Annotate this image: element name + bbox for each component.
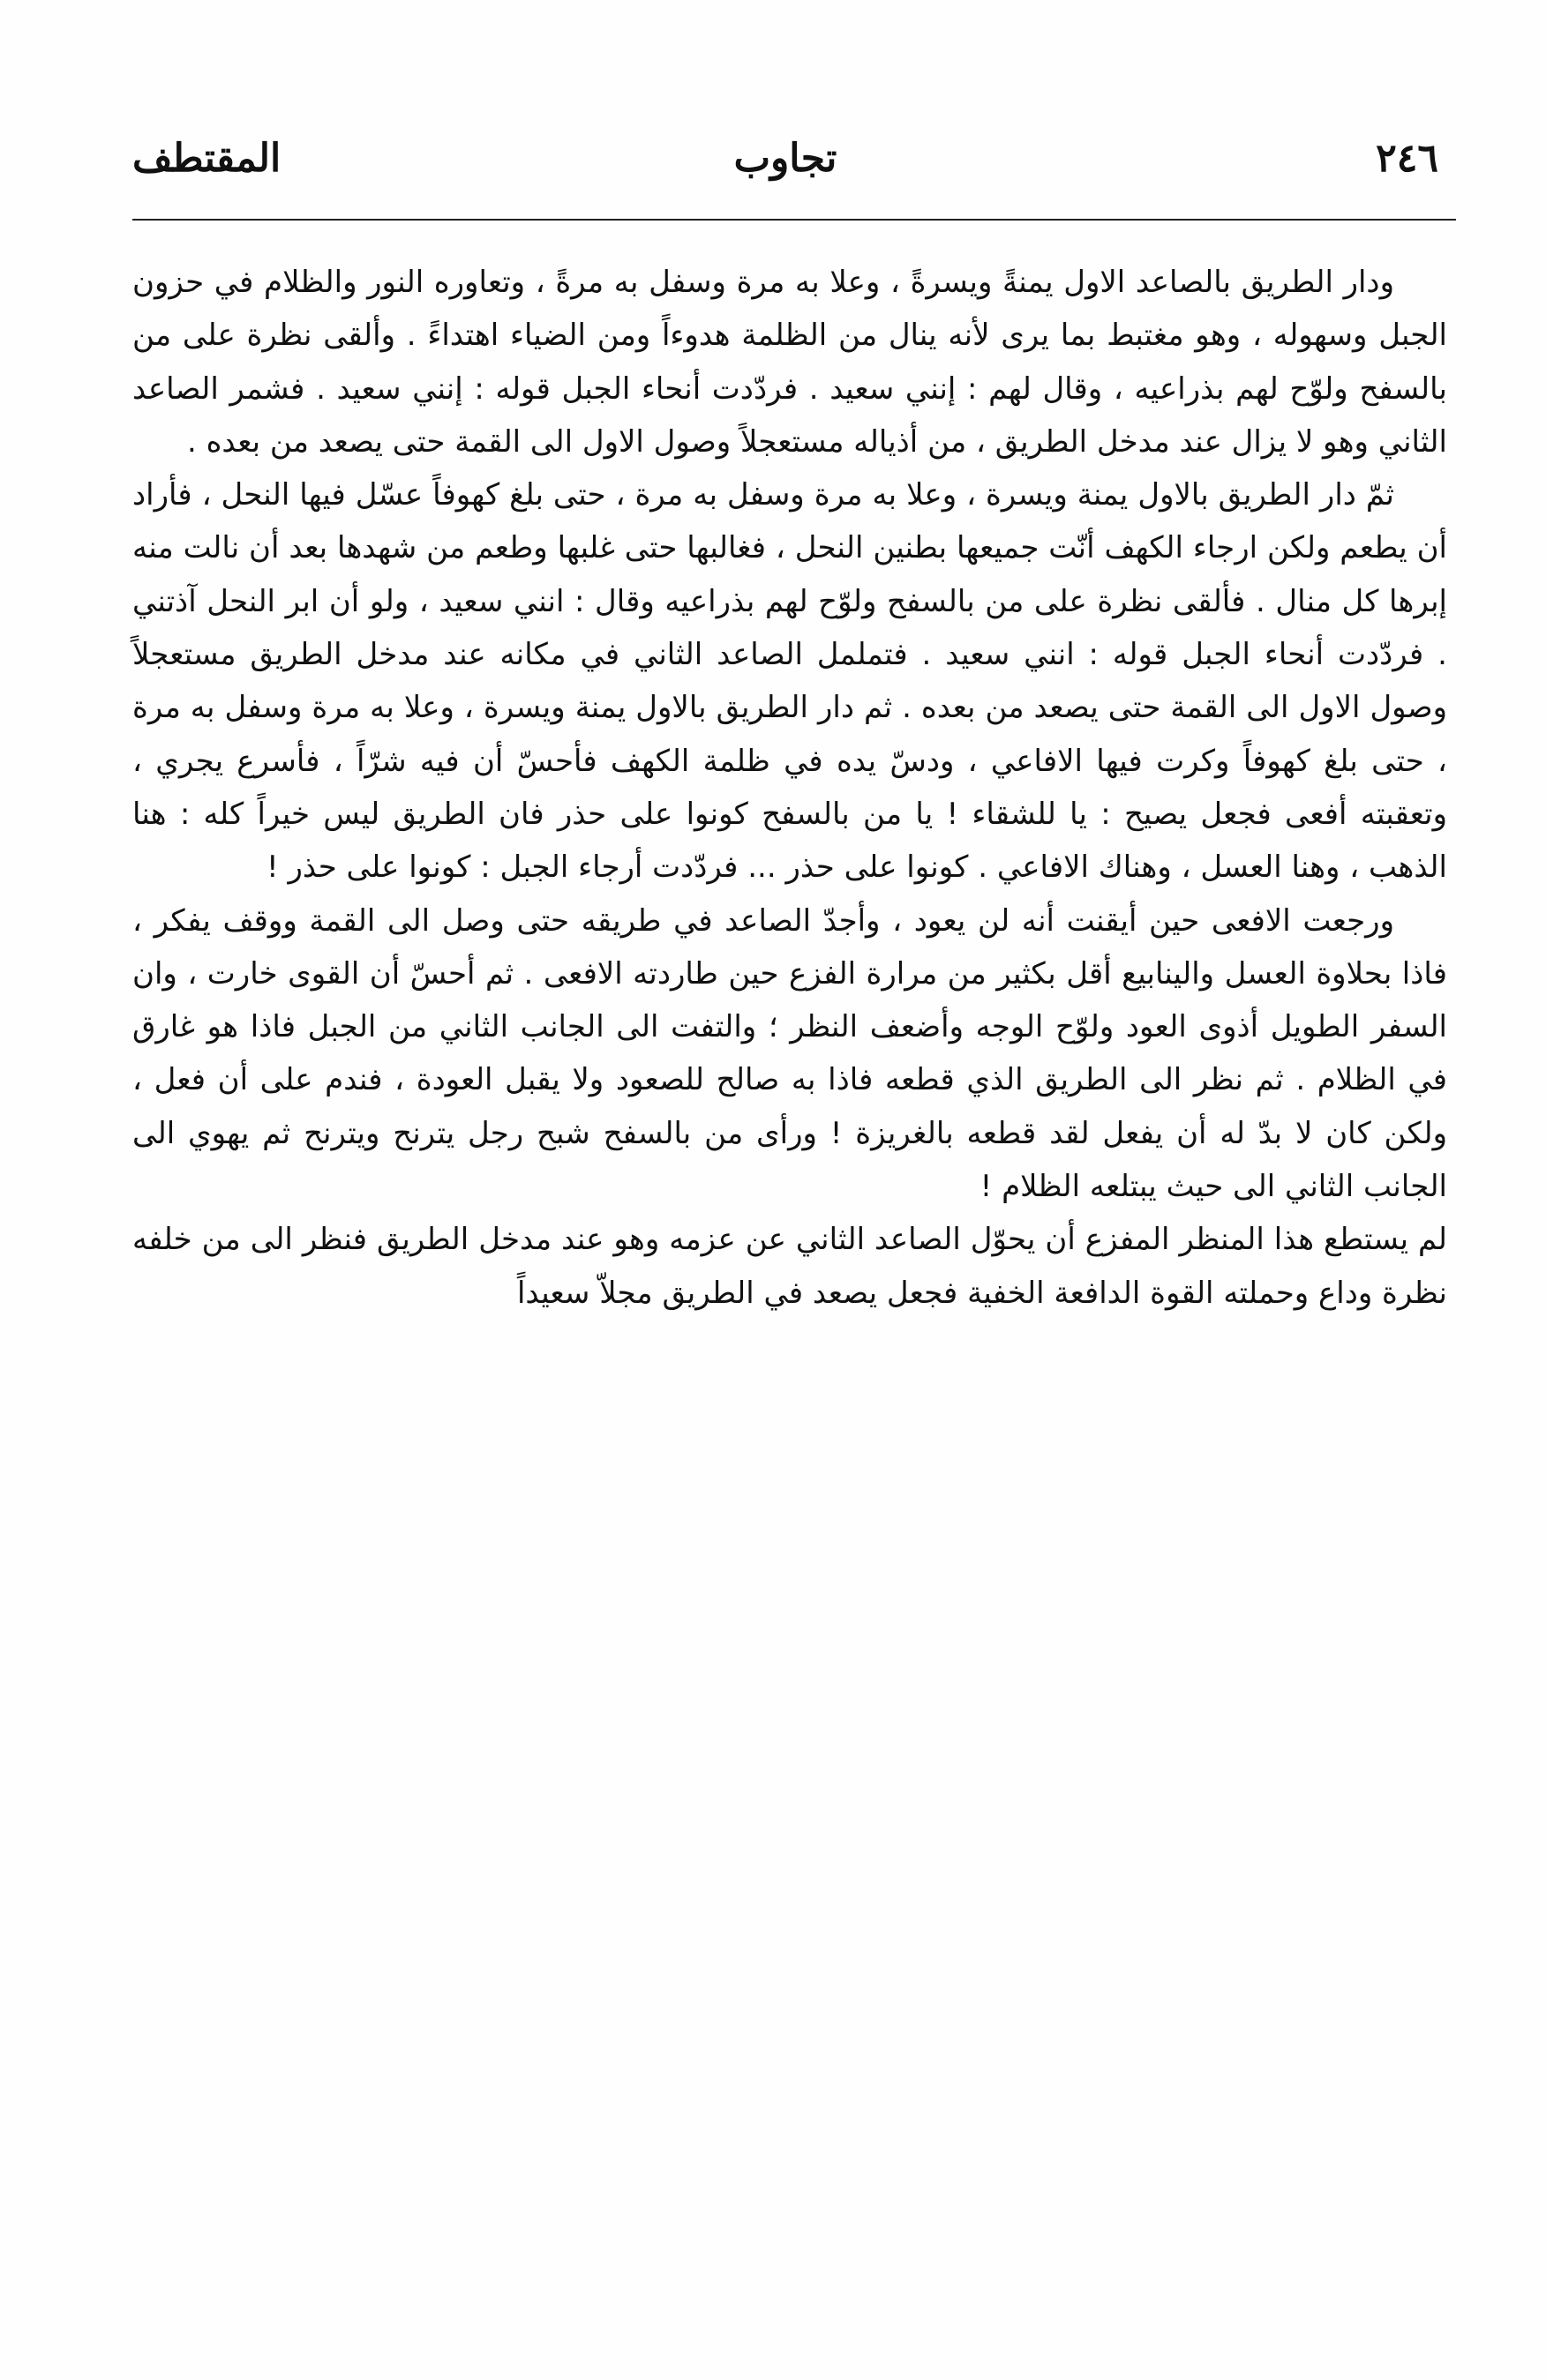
paragraph-2: ثمّ دار الطريق بالاول يمنة ويسرة ، وعلا به مرة وسفل به مرة ، حتى بلغ كهوفاً عسّل فيها النحل ، فأراد أن يطعم ولكن ارجاء الكهف أنّت جميعها بطنين النحل ، فغالبها حتى غلبها وطعم من شهدها بعد أن نالت منه إبرها كل منال . فألقى نظرة على من بالسفح ولوّح لهم بذراعيه وقال : انني سعيد ، ولو أن ابر النحل آذتني . فردّدت أنحاء الجبل قوله : انني سعيد . فتململ الصاعد الثاني في مكانه عند مدخل الطريق مستعجلاً وصول الاول الى القمة حتى يصعد من بعده . ثم دار الطريق بالاول يمنة ويسرة ، وعلا به مرة وسفل به مرة ، حتى بلغ كهوفاً وكرت فيها الافاعي ، ودسّ يده في ظلمة الكهف فأحسّ أن فيه شرّاً ، فأسرع يجري ، وتعقبته أفعى فجعل يصيح : يا للشقاء ! يا من بالسفح كونوا على حذر فان الطريق ليس خيراً كله : هنا الذهب ، وهنا العسل ، وهناك الافاعي . كونوا على حذر ... فردّدت أرجاء الجبل : كونوا على حذر ! bbox=[132, 477, 1447, 886]
article-body bbox=[132, 256, 1447, 1320]
header-rule bbox=[132, 219, 1456, 221]
paragraph-3: ورجعت الافعى حين أيقنت أنه لن يعود ، وأجدّ الصاعد في طريقه حتى وصل الى القمة ووقف يفكر ، فاذا بحلاوة العسل والينابيع أقل بكثير من مرارة الفزع حين طاردته الافعى . ثم أحسّ أن القوى خارت ، وان السفر الطويل أذوى العود ولوّح الوجه وأضعف النظر ؛ والتفت الى الجانب الثاني من الجبل فاذا هو غارق في الظلام . ثم نظر الى الطريق الذي قطعه فاذا به صالح للصعود ولا يقبل العودة ، فندم على أن فعل ، ولكن كان لا بدّ له أن يفعل لقد قطعه بالغريزة ! ورأى من بالسفح شبح رجل يترنح ويترنح ثم يهوي الى الجانب الثاني الى حيث يبتلعه الظلام ! bbox=[132, 902, 1447, 1205]
paragraph-4: لم يستطع هذا المنظر المفزع أن يحوّل الصاعد الثاني عن عزمه وهو عند مدخل الطريق فنظر الى من خلفه نظرة وداع وحملته القوة الدافعة الخفية فجعل يصعد في الطريق مجلاّ سعيداً bbox=[132, 1222, 1447, 1311]
journal-name: المقتطف bbox=[132, 136, 281, 181]
page-number: ٢٤٦ bbox=[1376, 136, 1438, 181]
running-head bbox=[132, 123, 1438, 194]
article-title: تجاوب bbox=[733, 136, 837, 181]
paragraph-1: ودار الطريق بالصاعد الاول يمنةً ويسرةً ، وعلا به مرة وسفل به مرةً ، وتعاوره النور والظلام في حزون الجبل وسهوله ، وهو مغتبط بما يرى لأنه ينال من الظلمة هدوءاً ومن الضياء اهتداءً . وألقى نظرة على من بالسفح ولوّح لهم بذراعيه ، وقال لهم : إنني سعيد . فردّدت أنحاء الجبل قوله : إنني سعيد . فشمر الصاعد الثاني وهو لا يزال عند مدخل الطريق ، من أذياله مستعجلاً وصول الاول الى القمة حتى يصعد من بعده . bbox=[132, 265, 1447, 460]
